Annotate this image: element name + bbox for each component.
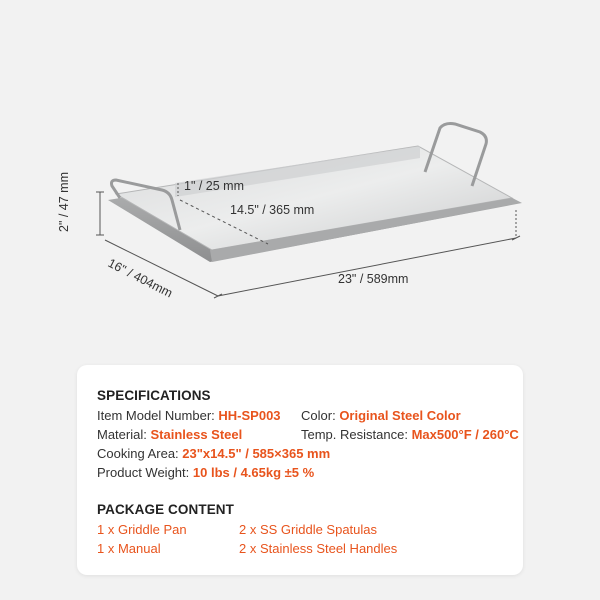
spec-color-value: Original Steel Color	[339, 408, 461, 423]
spec-weight-value: 10 lbs / 4.65kg ±5 %	[192, 465, 315, 480]
spec-model-value: HH-SP003	[218, 408, 281, 423]
spec-material-value: Stainless Steel	[150, 427, 243, 442]
specifications-card	[77, 365, 523, 575]
dim-lip: 1" / 25 mm	[184, 179, 245, 193]
spec-model	[97, 408, 281, 423]
dim-width: 23" / 589mm	[338, 272, 409, 286]
package-item: 1 x Griddle Pan	[97, 522, 187, 537]
dim-height: 2" / 47 mm	[57, 171, 71, 232]
spec-temp-label: Temp. Resistance:	[301, 427, 408, 442]
package-item: 2 x Stainless Steel Handles	[239, 541, 398, 556]
spec-temp-value: Max500°F / 260°C	[411, 427, 519, 442]
dim-inner-depth: 14.5" / 365 mm	[230, 203, 315, 217]
dim-depth: 16" / 404mm	[105, 256, 175, 301]
spec-model-label: Item Model Number:	[97, 408, 215, 423]
spec-cooking-area-label: Cooking Area:	[97, 446, 179, 461]
package-item: 1 x Manual	[97, 541, 161, 556]
spec-color	[301, 408, 461, 423]
spec-temp	[301, 427, 519, 442]
specifications-title: SPECIFICATIONS	[97, 388, 211, 403]
spec-material	[97, 427, 242, 442]
spec-weight	[97, 465, 314, 480]
spec-material-label: Material:	[97, 427, 147, 442]
package-item: 2 x SS Griddle Spatulas	[239, 522, 378, 537]
spec-weight-label: Product Weight:	[97, 465, 190, 480]
spec-cooking-area	[97, 446, 330, 461]
spec-color-label: Color:	[301, 408, 336, 423]
package-title: PACKAGE CONTENT	[97, 502, 235, 517]
spec-cooking-area-value: 23"x14.5" / 585×365 mm	[182, 446, 331, 461]
